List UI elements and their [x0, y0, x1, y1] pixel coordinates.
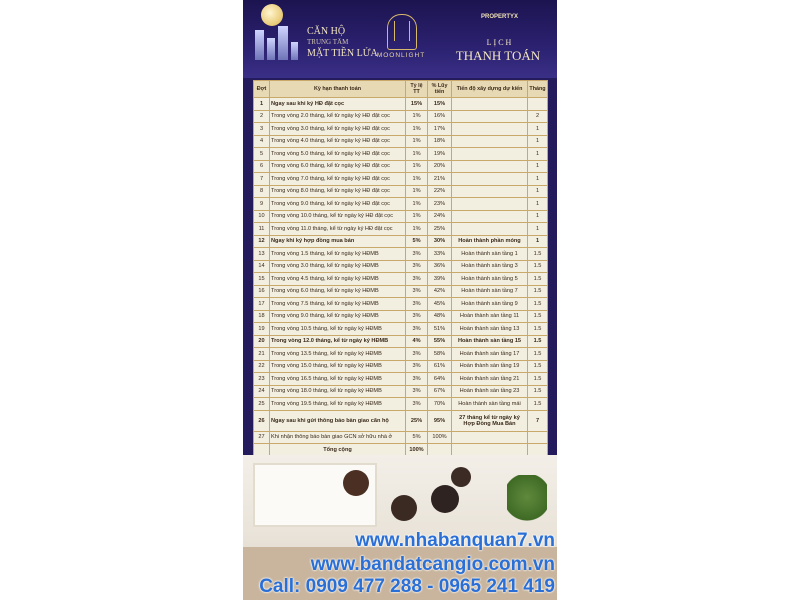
row-number: 15: [254, 273, 270, 286]
payment-term: Trong vòng 6.0 tháng, kể từ ngày ký HĐMB: [270, 285, 406, 298]
table-row: [254, 323, 548, 336]
payment-rate: 25%: [406, 410, 428, 431]
row-number: 9: [254, 198, 270, 211]
row-number: 5: [254, 148, 270, 161]
poster-header: [243, 0, 557, 78]
row-number: 19: [254, 323, 270, 336]
construction-progress: Hoàn thành sàn tầng 7: [452, 285, 528, 298]
payment-rate: 1%: [406, 160, 428, 173]
column-header: Tiến độ xây dựng dự kiến: [452, 81, 528, 98]
payment-rate: 1%: [406, 110, 428, 123]
construction-progress: [452, 223, 528, 236]
person-head: [391, 495, 417, 521]
months: 1.5: [528, 385, 548, 398]
row-number: 1: [254, 98, 270, 111]
payment-term: Khi nhận thông báo bàn giao GCN sở hữu nhà ở: [270, 431, 406, 444]
developer-logo: PROPERTYX: [481, 14, 519, 20]
construction-progress: [452, 210, 528, 223]
construction-progress: Hoàn thành sàn tầng 1: [452, 248, 528, 261]
cumulative-rate: 25%: [428, 223, 452, 236]
payment-term: Trong vòng 10.5 tháng, kể từ ngày ký HĐMB: [270, 323, 406, 336]
payment-rate: 5%: [406, 235, 428, 248]
table-row: [254, 198, 548, 211]
table-row: [254, 123, 548, 136]
payment-term: Trong vòng 16.5 tháng, kể từ ngày ký HĐMB: [270, 373, 406, 386]
construction-progress: [452, 123, 528, 136]
payment-rate: 4%: [406, 335, 428, 348]
payment-rate: 3%: [406, 260, 428, 273]
row-number: 16: [254, 285, 270, 298]
payment-rate: 3%: [406, 273, 428, 286]
row-number: 26: [254, 410, 270, 431]
table-row: [254, 310, 548, 323]
table-row: [254, 98, 548, 111]
construction-progress: Hoàn thành sàn tầng 19: [452, 360, 528, 373]
brand-name: MOONLIGHT: [376, 52, 426, 59]
months: 1.5: [528, 248, 548, 261]
months: [528, 431, 548, 444]
payment-term: Trong vòng 11.0 tháng, kể từ ngày ký HĐ đặt cọc: [270, 223, 406, 236]
table-row: [254, 248, 548, 261]
cumulative-rate: 19%: [428, 148, 452, 161]
payment-rate: 1%: [406, 148, 428, 161]
construction-progress: Hoàn thành sàn tầng 17: [452, 348, 528, 361]
column-header: Kỳ hạn thanh toán: [270, 81, 406, 98]
payment-rate: 15%: [406, 98, 428, 111]
construction-progress: [452, 160, 528, 173]
title-top: LỊCH: [486, 38, 514, 47]
construction-progress: [452, 98, 528, 111]
cumulative-rate: 61%: [428, 360, 452, 373]
table-row: [254, 285, 548, 298]
column-header: Tỷ lệ TT: [406, 81, 428, 98]
payment-term: Ngay khi ký hợp đồng mua bán: [270, 235, 406, 248]
construction-progress: [452, 173, 528, 186]
payment-schedule-poster: [243, 0, 557, 600]
row-number: 27: [254, 431, 270, 444]
cumulative-rate: 23%: [428, 198, 452, 211]
payment-rate: 3%: [406, 323, 428, 336]
table-row: [254, 235, 548, 248]
table-row: [254, 335, 548, 348]
payment-term: Ngay sau khi gửi thông báo bàn giao căn hộ: [270, 410, 406, 431]
months: 1.5: [528, 398, 548, 411]
months: 1.5: [528, 348, 548, 361]
months: 1.5: [528, 260, 548, 273]
row-number: 11: [254, 223, 270, 236]
cumulative-rate: 24%: [428, 210, 452, 223]
tower-shape: [255, 30, 264, 60]
table-row: [254, 298, 548, 311]
payment-term: Trong vòng 1.5 tháng, kể từ ngày ký HĐMB: [270, 248, 406, 261]
cumulative-rate: 18%: [428, 135, 452, 148]
payment-term: Trong vòng 13.5 tháng, kể từ ngày ký HĐMB: [270, 348, 406, 361]
payment-rate: 1%: [406, 198, 428, 211]
canho-line2: TRUNG TÂM: [307, 38, 349, 46]
payment-term: Trong vòng 9.0 tháng, kể từ ngày ký HĐMB: [270, 310, 406, 323]
months: 1.5: [528, 273, 548, 286]
canho-text: [307, 26, 378, 59]
cumulative-rate: 17%: [428, 123, 452, 136]
canho-line3: MẶT TIỀN LỬA: [307, 48, 378, 59]
tower-shape: [267, 38, 275, 60]
cumulative-rate: 51%: [428, 323, 452, 336]
cumulative-rate: 95%: [428, 410, 452, 431]
cumulative-rate: 55%: [428, 335, 452, 348]
person-head: [343, 470, 369, 496]
construction-progress: Hoàn thành sàn tầng 23: [452, 385, 528, 398]
table-row: [254, 348, 548, 361]
tower-shape: [291, 42, 298, 60]
payment-table-wrap: [253, 80, 547, 457]
construction-progress: 27 tháng kể từ ngày ký Hợp Đồng Mua Bán: [452, 410, 528, 431]
cumulative-rate: 21%: [428, 173, 452, 186]
cumulative-rate: 36%: [428, 260, 452, 273]
payment-term: Trong vòng 3.0 tháng, kể từ ngày ký HĐ đặt cọc: [270, 123, 406, 136]
cumulative-rate: 42%: [428, 285, 452, 298]
page-title: THANH TOÁN: [455, 48, 541, 63]
row-number: 24: [254, 385, 270, 398]
payment-rate: 1%: [406, 123, 428, 136]
table-row: [254, 360, 548, 373]
row-number: 14: [254, 260, 270, 273]
payment-term: Trong vòng 7.0 tháng, kể từ ngày ký HĐ đặt cọc: [270, 173, 406, 186]
months: 1.5: [528, 335, 548, 348]
table-row: [254, 385, 548, 398]
table-row: [254, 135, 548, 148]
construction-progress: Hoàn thành sàn tầng 13: [452, 323, 528, 336]
row-number: 21: [254, 348, 270, 361]
cumulative-rate: 64%: [428, 373, 452, 386]
payment-rate: 3%: [406, 373, 428, 386]
months: 1.5: [528, 298, 548, 311]
table-row: [254, 398, 548, 411]
row-number: 8: [254, 185, 270, 198]
payment-rate: 1%: [406, 185, 428, 198]
row-number: 2: [254, 110, 270, 123]
payment-table: [253, 80, 548, 457]
table-row: [254, 160, 548, 173]
table-body: [254, 98, 548, 444]
months: 1.5: [528, 360, 548, 373]
months: 1.5: [528, 373, 548, 386]
row-number: 13: [254, 248, 270, 261]
construction-progress: Hoàn thành sàn tầng 3: [452, 260, 528, 273]
construction-progress: [452, 185, 528, 198]
row-number: 18: [254, 310, 270, 323]
table-row: [254, 110, 548, 123]
table-row: [254, 173, 548, 186]
table-row: [254, 210, 548, 223]
payment-term: Trong vòng 6.0 tháng, kể từ ngày ký HĐ đặt cọc: [270, 160, 406, 173]
payment-rate: 3%: [406, 360, 428, 373]
table-row: [254, 410, 548, 431]
row-number: 17: [254, 298, 270, 311]
table-row: [254, 431, 548, 444]
phone-number[interactable]: Call: 0909 477 288 - 0965 241 419: [259, 576, 555, 597]
months: 1.5: [528, 310, 548, 323]
payment-term: Trong vòng 12.0 tháng, kể từ ngày ký HĐMB: [270, 335, 406, 348]
towers-graphic: [251, 24, 311, 60]
construction-progress: [452, 110, 528, 123]
payment-rate: 3%: [406, 398, 428, 411]
construction-progress: [452, 135, 528, 148]
payment-rate: 3%: [406, 285, 428, 298]
row-number: 20: [254, 335, 270, 348]
table-row: [254, 148, 548, 161]
payment-rate: 1%: [406, 210, 428, 223]
payment-term: Ngay sau khi ký HĐ đặt cọc: [270, 98, 406, 111]
construction-progress: Hoàn thành sàn tầng 21: [452, 373, 528, 386]
table-header-row: [254, 81, 548, 98]
person-head: [431, 485, 459, 513]
row-number: 3: [254, 123, 270, 136]
months: 1: [528, 135, 548, 148]
payment-term: Trong vòng 15.0 tháng, kể từ ngày ký HĐMB: [270, 360, 406, 373]
cumulative-rate: 67%: [428, 385, 452, 398]
cumulative-rate: 45%: [428, 298, 452, 311]
cumulative-rate: 39%: [428, 273, 452, 286]
construction-progress: [452, 148, 528, 161]
row-number: 10: [254, 210, 270, 223]
table-row: [254, 185, 548, 198]
row-number: 7: [254, 173, 270, 186]
construction-progress: Hoàn thành sàn tầng mái: [452, 398, 528, 411]
cumulative-rate: 100%: [428, 431, 452, 444]
months: 1: [528, 223, 548, 236]
moonlight-logo-icon: [387, 14, 417, 50]
cumulative-rate: 15%: [428, 98, 452, 111]
months: 2: [528, 110, 548, 123]
construction-progress: [452, 198, 528, 211]
column-header: Đợt: [254, 81, 270, 98]
payment-term: Trong vòng 10.0 tháng, kể từ ngày ký HĐ đặt cọc: [270, 210, 406, 223]
cumulative-rate: 30%: [428, 235, 452, 248]
cumulative-rate: 70%: [428, 398, 452, 411]
cumulative-rate: 16%: [428, 110, 452, 123]
payment-rate: 1%: [406, 135, 428, 148]
table-row: [254, 273, 548, 286]
canho-line1: CĂN HỘ: [307, 26, 346, 37]
payment-rate: 3%: [406, 385, 428, 398]
payment-rate: 3%: [406, 298, 428, 311]
payment-term: Trong vòng 2.0 tháng, kể từ ngày ký HĐ đặt cọc: [270, 110, 406, 123]
construction-progress: [452, 431, 528, 444]
tower-shape: [278, 26, 288, 60]
payment-term: Trong vòng 9.0 tháng, kể từ ngày ký HĐ đặt cọc: [270, 198, 406, 211]
months: 1: [528, 160, 548, 173]
column-header: % Lũy tiến: [428, 81, 452, 98]
payment-rate: 3%: [406, 248, 428, 261]
row-number: 4: [254, 135, 270, 148]
cumulative-rate: 48%: [428, 310, 452, 323]
months: 1: [528, 198, 548, 211]
construction-progress: Hoàn thành sàn tầng 5: [452, 273, 528, 286]
months: 1: [528, 210, 548, 223]
months: 1: [528, 123, 548, 136]
months: 1: [528, 235, 548, 248]
column-header: Tháng: [528, 81, 548, 98]
payment-term: Trong vòng 5.0 tháng, kể từ ngày ký HĐ đặt cọc: [270, 148, 406, 161]
payment-rate: 1%: [406, 223, 428, 236]
row-number: 23: [254, 373, 270, 386]
payment-term: Trong vòng 18.0 tháng, kể từ ngày ký HĐMB: [270, 385, 406, 398]
cumulative-rate: 22%: [428, 185, 452, 198]
cumulative-rate: 20%: [428, 160, 452, 173]
total-label: Tổng cộng: [270, 444, 406, 457]
months: 1: [528, 173, 548, 186]
payment-term: Trong vòng 7.5 tháng, kể từ ngày ký HĐMB: [270, 298, 406, 311]
cumulative-rate: 58%: [428, 348, 452, 361]
website-link-2[interactable]: www.bandatcangio.com.vn: [310, 554, 555, 575]
months: 1.5: [528, 285, 548, 298]
payment-rate: 1%: [406, 173, 428, 186]
months: [528, 98, 548, 111]
payment-term: Trong vòng 19.5 tháng, kể từ ngày ký HĐMB: [270, 398, 406, 411]
cumulative-rate: 33%: [428, 248, 452, 261]
payment-rate: 3%: [406, 310, 428, 323]
payment-term: Trong vòng 8.0 tháng, kể từ ngày ký HĐ đặt cọc: [270, 185, 406, 198]
months: 1: [528, 148, 548, 161]
total-percent: 100%: [406, 444, 428, 457]
payment-rate: 3%: [406, 348, 428, 361]
construction-progress: Hoàn thành sàn tầng 15: [452, 335, 528, 348]
payment-term: Trong vòng 4.5 tháng, kể từ ngày ký HĐMB: [270, 273, 406, 286]
row-number: 22: [254, 360, 270, 373]
table-row: [254, 223, 548, 236]
months: 1.5: [528, 323, 548, 336]
construction-progress: Hoàn thành phần móng: [452, 235, 528, 248]
payment-rate: 5%: [406, 431, 428, 444]
person-head: [451, 467, 471, 487]
website-link-1[interactable]: www.nhabanquan7.vn: [355, 530, 555, 551]
row-number: 25: [254, 398, 270, 411]
table-row: [254, 373, 548, 386]
months: 1: [528, 185, 548, 198]
construction-progress: Hoàn thành sàn tầng 11: [452, 310, 528, 323]
months: 7: [528, 410, 548, 431]
plant-graphic: [507, 475, 547, 530]
row-number: 12: [254, 235, 270, 248]
table-row: [254, 260, 548, 273]
row-number: 6: [254, 160, 270, 173]
construction-progress: Hoàn thành sàn tầng 9: [452, 298, 528, 311]
moon-graphic: [261, 4, 283, 26]
payment-term: Trong vòng 3.0 tháng, kể từ ngày ký HĐMB: [270, 260, 406, 273]
payment-term: Trong vòng 4.0 tháng, kể từ ngày ký HĐ đặt cọc: [270, 135, 406, 148]
